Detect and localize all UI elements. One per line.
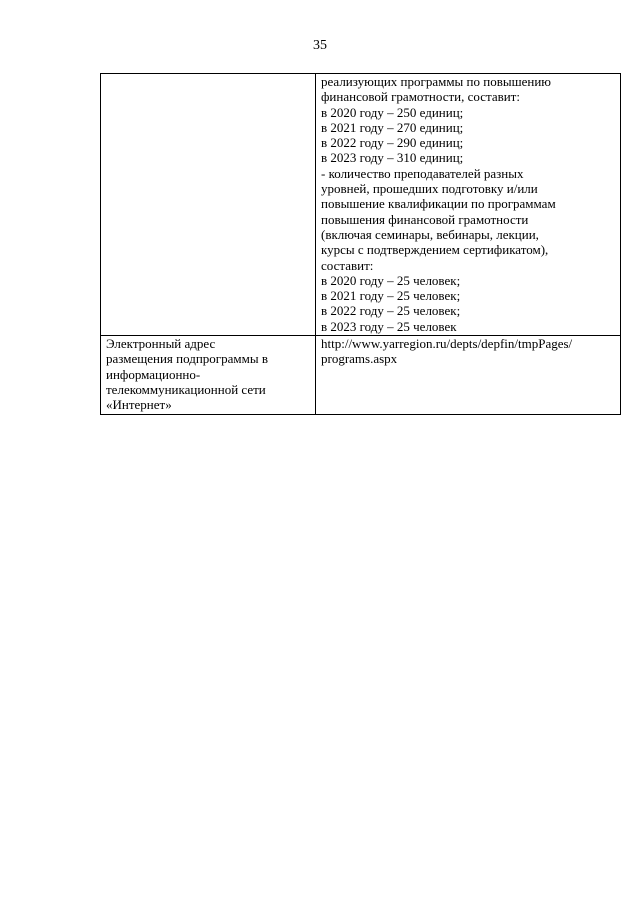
text-line: - количество преподавателей разных (321, 165, 524, 181)
text-line: в 2022 году – 25 человек; (321, 303, 461, 319)
text-line: размещения подпрограммы в (106, 351, 268, 367)
text-line: повышение квалификации по программам (321, 196, 556, 212)
text-line: составит: (321, 257, 374, 273)
subprogram-url-line[interactable]: programs.aspx (321, 351, 398, 367)
table-row-web-address (101, 336, 621, 414)
text-line: в 2023 году – 310 единиц; (321, 150, 464, 166)
text-line: (включая семинары, вебинары, лекции, (321, 226, 539, 242)
text-line: реализующих программы по повышению (321, 74, 551, 89)
text-line: Электронный адрес (106, 336, 216, 352)
text-line: «Интернет» (106, 397, 172, 413)
text-line: в 2020 году – 25 человек; (321, 272, 461, 288)
subprogram-url-line[interactable]: http://www.yarregion.ru/depts/depfin/tmpPages/ (321, 336, 573, 352)
text-line: в 2020 году – 250 единиц; (321, 104, 464, 120)
table-cell-value (316, 336, 621, 414)
table-row-targets (101, 74, 621, 336)
text-line: в 2022 году – 290 единиц; (321, 135, 464, 151)
text-line: телекоммуникационной сети (106, 381, 266, 397)
subprogram-passport-table (100, 73, 621, 415)
text-line: в 2021 году – 25 человек; (321, 288, 461, 304)
text-line: повышения финансовой грамотности (321, 211, 529, 227)
page-number: 35 (313, 38, 327, 53)
text-line: финансовой грамотности, составит: (321, 89, 520, 105)
table-cell-value (316, 74, 621, 336)
text-line: в 2021 году – 270 единиц; (321, 119, 464, 135)
table-cell-label (101, 74, 316, 336)
text-line: уровней, прошедших подготовку и/или (321, 181, 538, 197)
table-cell-label (101, 336, 316, 414)
text-line: информационно- (106, 366, 201, 382)
text-line: курсы с подтверждением сертификатом), (321, 242, 549, 258)
text-line: в 2023 году – 25 человек (321, 318, 457, 334)
